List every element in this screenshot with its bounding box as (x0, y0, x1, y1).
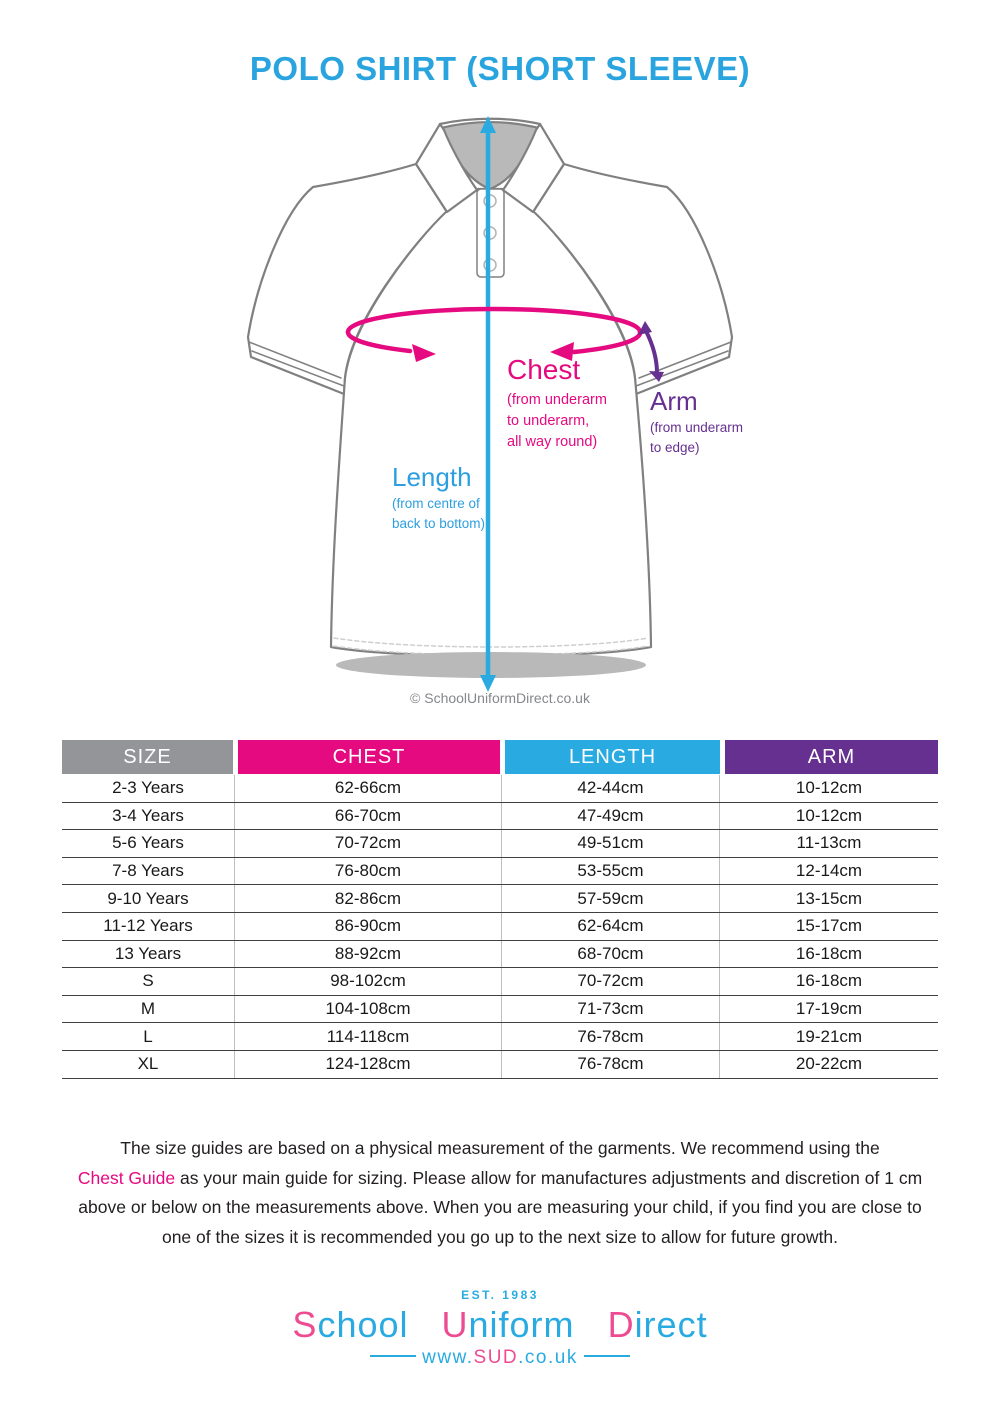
table-cell: 16-18cm (795, 971, 863, 991)
table-cell: 12-14cm (795, 861, 863, 881)
table-row (62, 913, 938, 941)
table-row (62, 830, 938, 858)
table-cell: 86-90cm (235, 913, 502, 940)
chest-guide-text: Chest Guide (77, 1167, 176, 1188)
table-cell: 16-18cm (795, 943, 863, 963)
note-line: one of the sizes it is recommended you go up to the next size to allow for future growth. (161, 1226, 839, 1247)
table-row (62, 858, 938, 886)
length-label (392, 464, 485, 534)
chest-label-sub-line: (from underarm (507, 392, 607, 408)
table-cell: 71-73cm (502, 996, 720, 1023)
header-chest: CHEST (238, 740, 500, 774)
table-row (62, 968, 938, 996)
table-cell: 76-78cm (502, 1023, 720, 1050)
logo-wordmark: School Uniform Direct (292, 1304, 708, 1345)
note-line: above or below on the measurements above. When you are measuring your child, if you find you are close to (78, 1197, 922, 1217)
polo-shirt-illustration (0, 95, 1000, 715)
table-cell: 13 Years (62, 941, 235, 968)
table-cell: 76-78cm (502, 1051, 720, 1078)
logo-website: www.SUD.co.uk (0, 1347, 1000, 1369)
table-cell: 53-55cm (502, 858, 720, 885)
note-line: Chest Guide as your main guide for sizing. Please allow for manufactures adjustments and discretion of 1 cm (77, 1167, 923, 1188)
table-cell: 11-12 Years (62, 913, 235, 940)
table-cell: 9-10 Years (62, 885, 235, 912)
note-line: The size guides are based on a physical measurement of the garments. We recommend using the (120, 1138, 880, 1158)
arm-label-title: Arm (650, 386, 698, 416)
dash-line (584, 1355, 630, 1357)
table-row (62, 803, 938, 831)
table-row (62, 941, 938, 969)
table-cell: 98-102cm (235, 968, 502, 995)
header-size: SIZE (62, 740, 233, 774)
table-cell: 20-22cm (795, 1054, 863, 1074)
table-cell: 66-70cm (235, 803, 502, 830)
table-row (62, 775, 938, 803)
length-label-sub-line: back to bottom) (392, 516, 486, 531)
table-cell: L (62, 1023, 235, 1050)
table-cell: 82-86cm (235, 885, 502, 912)
table-cell: 15-17cm (795, 916, 863, 936)
table-cell: 13-15cm (795, 888, 863, 908)
table-cell: 62-64cm (502, 913, 720, 940)
table-cell: 57-59cm (502, 885, 720, 912)
length-label-sub-line: (from centre of (392, 496, 480, 511)
table-cell: 47-49cm (502, 803, 720, 830)
table-cell: 49-51cm (502, 830, 720, 857)
table-cell: 62-66cm (235, 775, 502, 802)
chest-label (507, 356, 607, 453)
table-row (62, 1023, 938, 1051)
table-cell: XL (62, 1051, 235, 1078)
size-table-header (62, 740, 938, 774)
length-label-title: Length (392, 462, 472, 492)
table-cell: 70-72cm (502, 968, 720, 995)
copyright-text: © SchoolUniformDirect.co.uk (410, 690, 590, 706)
table-cell: 42-44cm (502, 775, 720, 802)
table-cell: S (62, 968, 235, 995)
logo-established-text: EST. 1983 (461, 1288, 539, 1302)
table-cell: 70-72cm (235, 830, 502, 857)
arm-label-sub-line: (from underarm (650, 420, 744, 435)
chest-label-sub-line: all way round) (507, 434, 598, 450)
table-cell: 7-8 Years (62, 858, 235, 885)
table-cell: 5-6 Years (62, 830, 235, 857)
table-cell: 19-21cm (795, 1026, 863, 1046)
table-cell: 88-92cm (235, 941, 502, 968)
brand-logo (0, 1288, 1000, 1369)
table-row (62, 885, 938, 913)
table-cell: 10-12cm (795, 805, 863, 825)
table-row (62, 1051, 938, 1079)
table-cell: 124-128cm (235, 1051, 502, 1078)
table-cell: 104-108cm (235, 996, 502, 1023)
header-length: LENGTH (505, 740, 720, 774)
table-cell: 17-19cm (795, 999, 863, 1019)
table-cell: 10-12cm (795, 778, 863, 798)
table-cell: M (62, 996, 235, 1023)
table-cell: 11-13cm (796, 833, 862, 853)
header-arm: ARM (725, 740, 938, 774)
table-cell: 68-70cm (502, 941, 720, 968)
table-cell: 114-118cm (235, 1023, 502, 1050)
size-table-body (62, 775, 938, 1079)
table-cell: 3-4 Years (62, 803, 235, 830)
table-row (62, 996, 938, 1024)
chest-label-title: Chest (507, 354, 581, 385)
page-title: POLO SHIRT (SHORT SLEEVE) (249, 50, 751, 87)
chest-label-sub-line: to underarm, (507, 413, 590, 429)
dash-line (370, 1355, 416, 1357)
arm-label-sub-line: to edge) (650, 440, 700, 455)
arm-label (650, 388, 743, 458)
table-cell: 76-80cm (235, 858, 502, 885)
table-cell: 2-3 Years (62, 775, 235, 802)
size-table (62, 740, 938, 1079)
size-note (40, 1134, 960, 1252)
